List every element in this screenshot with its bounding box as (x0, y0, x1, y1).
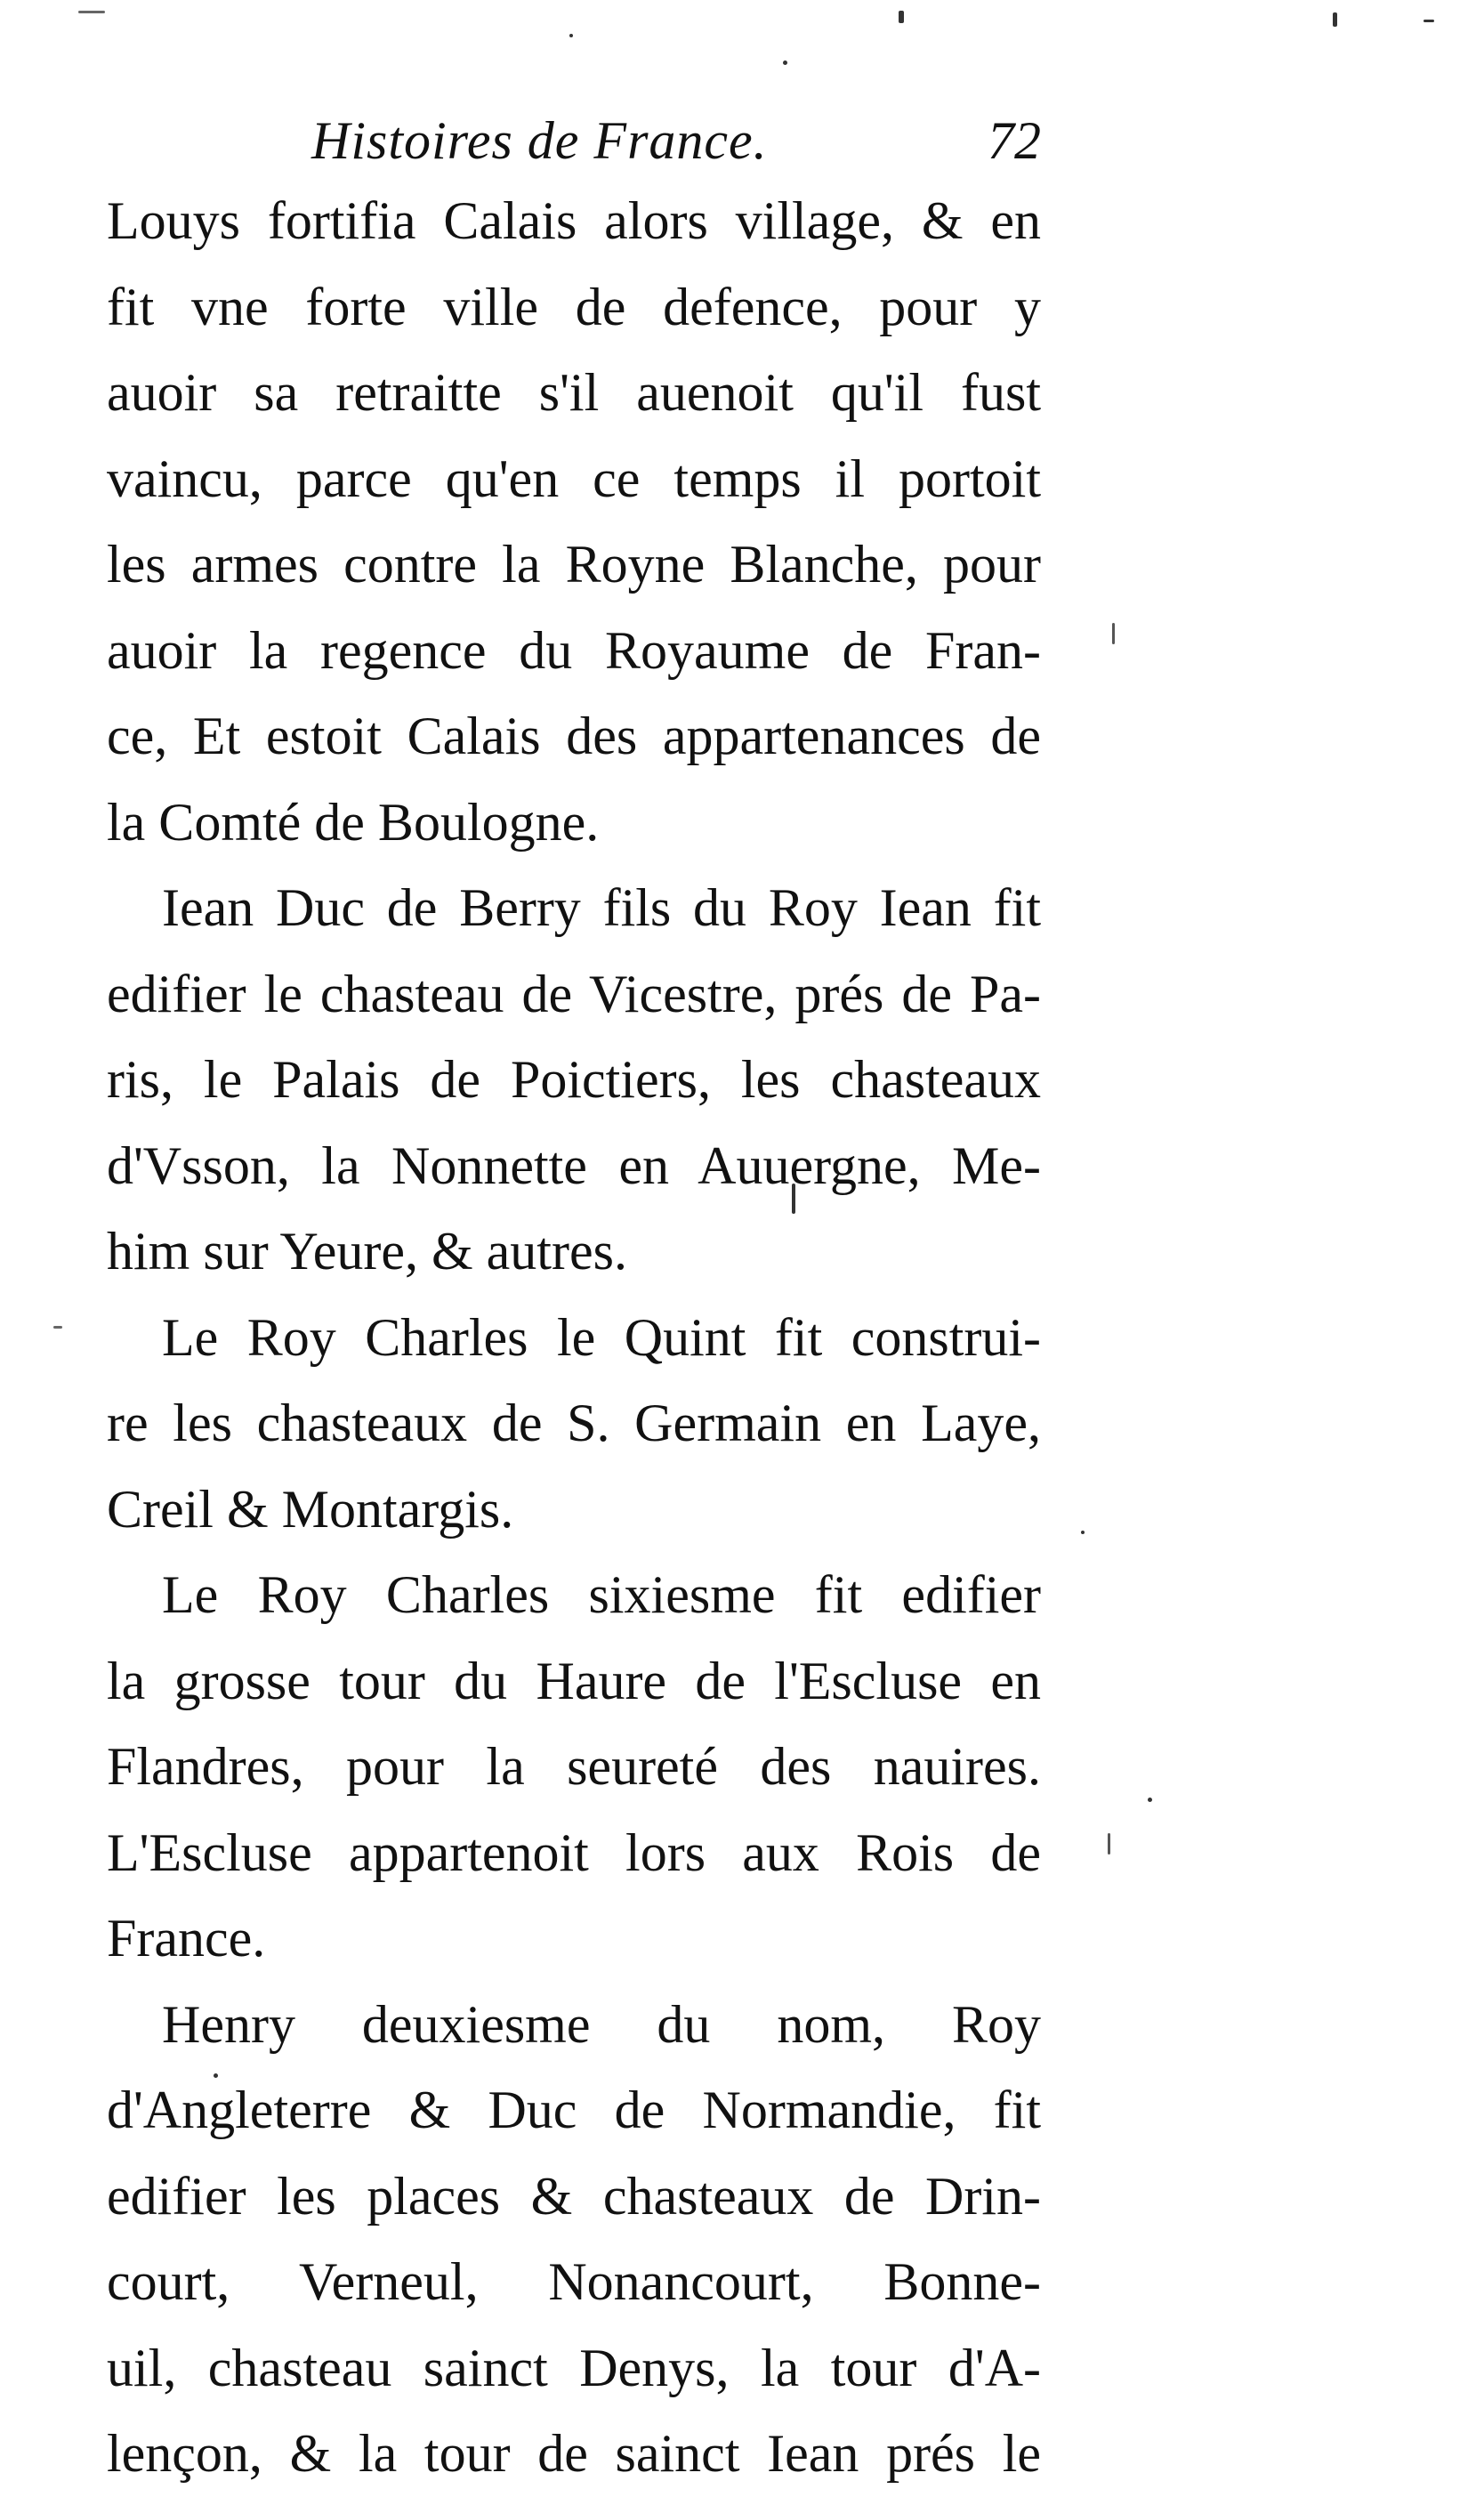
text-line: auoir sa retraitte s'il auenoit qu'il fust (107, 363, 1041, 422)
text-line: Le Roy Charles sixiesme fit edifier (162, 1565, 1041, 1624)
ink-speck (1108, 1833, 1110, 1855)
body-text (107, 178, 1041, 2497)
running-head (107, 105, 1041, 176)
page-number: 72 (988, 111, 1041, 170)
text-line: les armes contre la Royne Blanche, pour (107, 535, 1041, 594)
ink-speck (78, 11, 105, 13)
text-line: fit vne forte ville de defence, pour y (107, 277, 1041, 336)
text-line: him sur Yeure, & autres. (107, 1222, 627, 1281)
ink-speck (783, 61, 787, 65)
text-line: Henry deuxiesme du nom, Roy (162, 1994, 1041, 2054)
text-line: la Comté de Boulogne. (107, 792, 600, 852)
text-line: edifier le chasteau de Vicestre, prés de Pa- (107, 964, 1041, 1023)
text-line: vaincu, parce qu'en ce temps il portoit (107, 448, 1041, 508)
text-line: re les chasteaux de S. Germain en Laye, (107, 1394, 1041, 1452)
text-line: auoir la regence du Royaume de Fran- (107, 620, 1041, 680)
text-line: lençon, & la tour de sainct Iean prés le (107, 2424, 1041, 2483)
text-line: L'Escluse appartenoit lors aux Rois de (107, 1822, 1041, 1882)
text-line: Flandres, pour la seureté des nauires. (107, 1737, 1041, 1796)
ink-speck (1112, 623, 1115, 644)
ink-speck (53, 1326, 62, 1329)
text-line: uil, chasteau sainct Denys, la tour d'A- (107, 2338, 1041, 2397)
text-line: ce, Et estoit Calais des appartenances de (107, 707, 1041, 765)
text-line: Le Roy Charles le Quint fit construi- (162, 1307, 1041, 1367)
ink-speck (1333, 12, 1337, 27)
text-line: d'Angleterre & Duc de Normandie, fit (107, 2081, 1041, 2139)
text-line: edifier les places & chasteaux de Drin- (107, 2166, 1041, 2226)
ink-speck (569, 34, 573, 37)
ink-speck (1081, 1531, 1085, 1534)
text-line: Creil & Montargis. (107, 1479, 514, 1539)
text-line: court, Verneul, Nonancourt, Bonne- (107, 2252, 1041, 2311)
running-title: Histoires de France. (311, 111, 768, 170)
text-line: ris, le Palais de Poictiers, les chasteaux (107, 1050, 1041, 1109)
text-line: France. (107, 1909, 266, 1968)
ink-speck (1148, 1798, 1152, 1802)
text-line: Iean Duc de Berry fils du Roy Iean fit (162, 878, 1041, 937)
text-line: la grosse tour du Haure de l'Escluse en (107, 1651, 1041, 1710)
ink-speck (899, 11, 904, 23)
text-line: d'Vsson, la Nonnette en Auuergne, Me- (107, 1135, 1041, 1195)
ink-speck (1424, 20, 1434, 22)
text-line: Louys fortifia Calais alors village, & en (107, 191, 1041, 250)
